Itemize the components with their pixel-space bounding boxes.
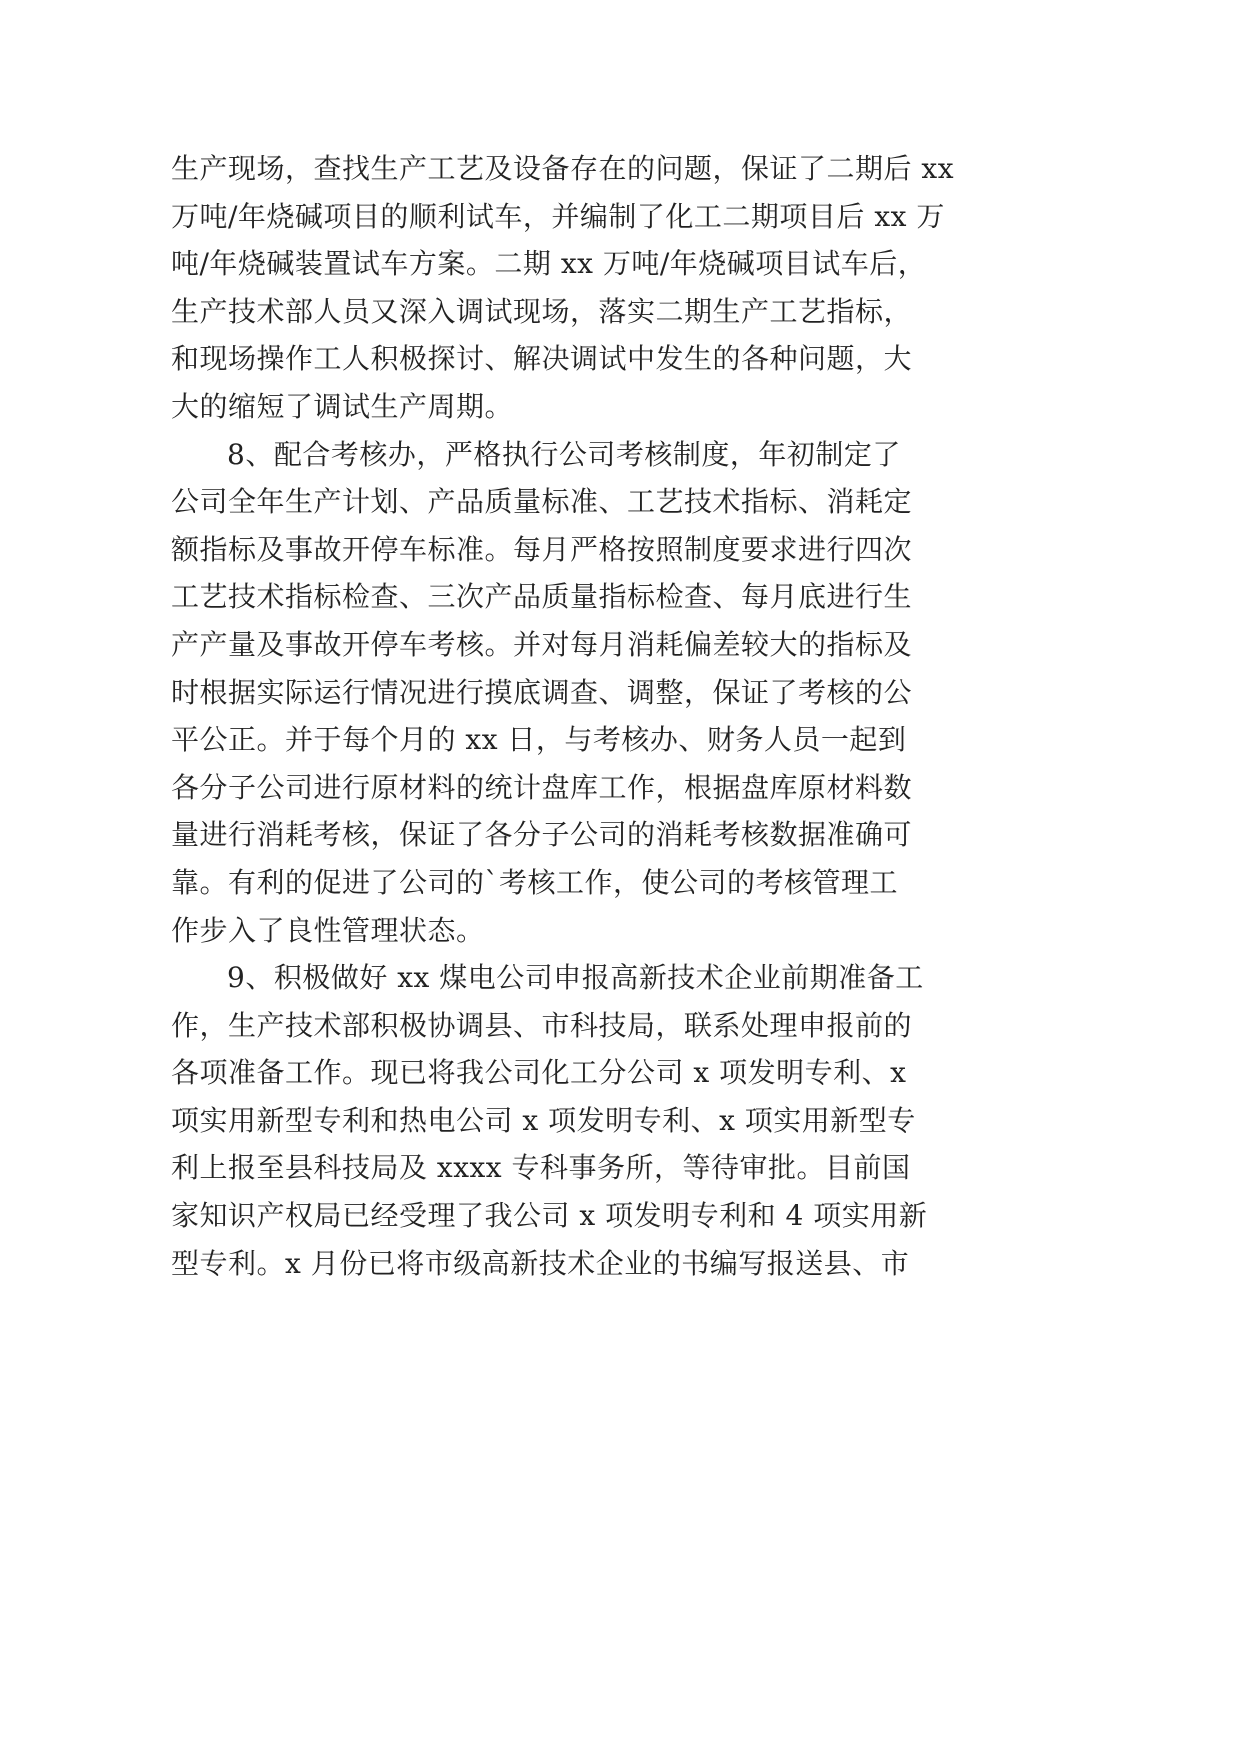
text-line: 项实用新型专利和热电公司 x 项发明专利、x 项实用新型专 bbox=[171, 1103, 916, 1137]
paragraph-9-first-line: 9、积极做好 xx 煤电公司申报高新技术企业前期准备工 bbox=[227, 961, 924, 995]
text-line: 家知识产权局已经受理了我公司 x 项发明专利和 4 项实用新 bbox=[171, 1199, 928, 1233]
text-line: 产产量及事故开停车考核。并对每月消耗偏差较大的指标及 bbox=[171, 627, 913, 661]
text-line: 利上报至县科技局及 xxxx 专科事务所，等待审批。目前国 bbox=[171, 1151, 911, 1185]
document-body bbox=[171, 145, 961, 1287]
text-line: 大的缩短了调试生产周期。 bbox=[171, 389, 514, 423]
text-line: 生产技术部人员又深入调试现场，落实二期生产工艺指标， bbox=[171, 294, 913, 328]
text-line: 平公正。并于每个月的 xx 日，与考核办、财务人员一起到 bbox=[171, 723, 907, 757]
text-line: 额指标及事故开停车标准。每月严格按照制度要求进行四次 bbox=[171, 532, 913, 566]
text-line: 和现场操作工人积极探讨、解决调试中发生的各种问题，大 bbox=[171, 342, 913, 376]
text-line: 生产现场，查找生产工艺及设备存在的问题，保证了二期后 xx bbox=[171, 152, 954, 185]
text-line: 万吨/年烧碱项目的顺利试车，并编制了化工二期项目后 xx 万 bbox=[171, 199, 945, 233]
paragraph-8-first-line: 8、配合考核办，严格执行公司考核制度，年初制定了 bbox=[227, 437, 901, 471]
text-line: 作步入了良性管理状态。 bbox=[171, 913, 485, 947]
text-line: 型专利。x 月份已将市级高新技术企业的书编写报送县、市 bbox=[171, 1246, 910, 1280]
text-line: 工艺技术指标检查、三次产品质量指标检查、每月底进行生 bbox=[171, 580, 913, 614]
text-line: 各项准备工作。现已将我公司化工分公司 x 项发明专利、x bbox=[171, 1056, 907, 1090]
text-line: 吨/年烧碱装置试车方案。二期 xx 万吨/年烧碱项目试车后， bbox=[171, 247, 927, 281]
text-line: 量进行消耗考核，保证了各分子公司的消耗考核数据准确可 bbox=[171, 818, 913, 852]
text-line: 作，生产技术部积极协调县、市科技局，联系处理申报前的 bbox=[171, 1008, 913, 1042]
text-line: 靠。有利的促进了公司的`考核工作，使公司的考核管理工 bbox=[171, 865, 899, 899]
text-line: 各分子公司进行原材料的统计盘库工作，根据盘库原材料数 bbox=[171, 770, 913, 804]
text-line: 公司全年生产计划、产品质量标准、工艺技术指标、消耗定 bbox=[171, 485, 913, 519]
text-line: 时根据实际运行情况进行摸底调查、调整，保证了考核的公 bbox=[171, 675, 913, 709]
